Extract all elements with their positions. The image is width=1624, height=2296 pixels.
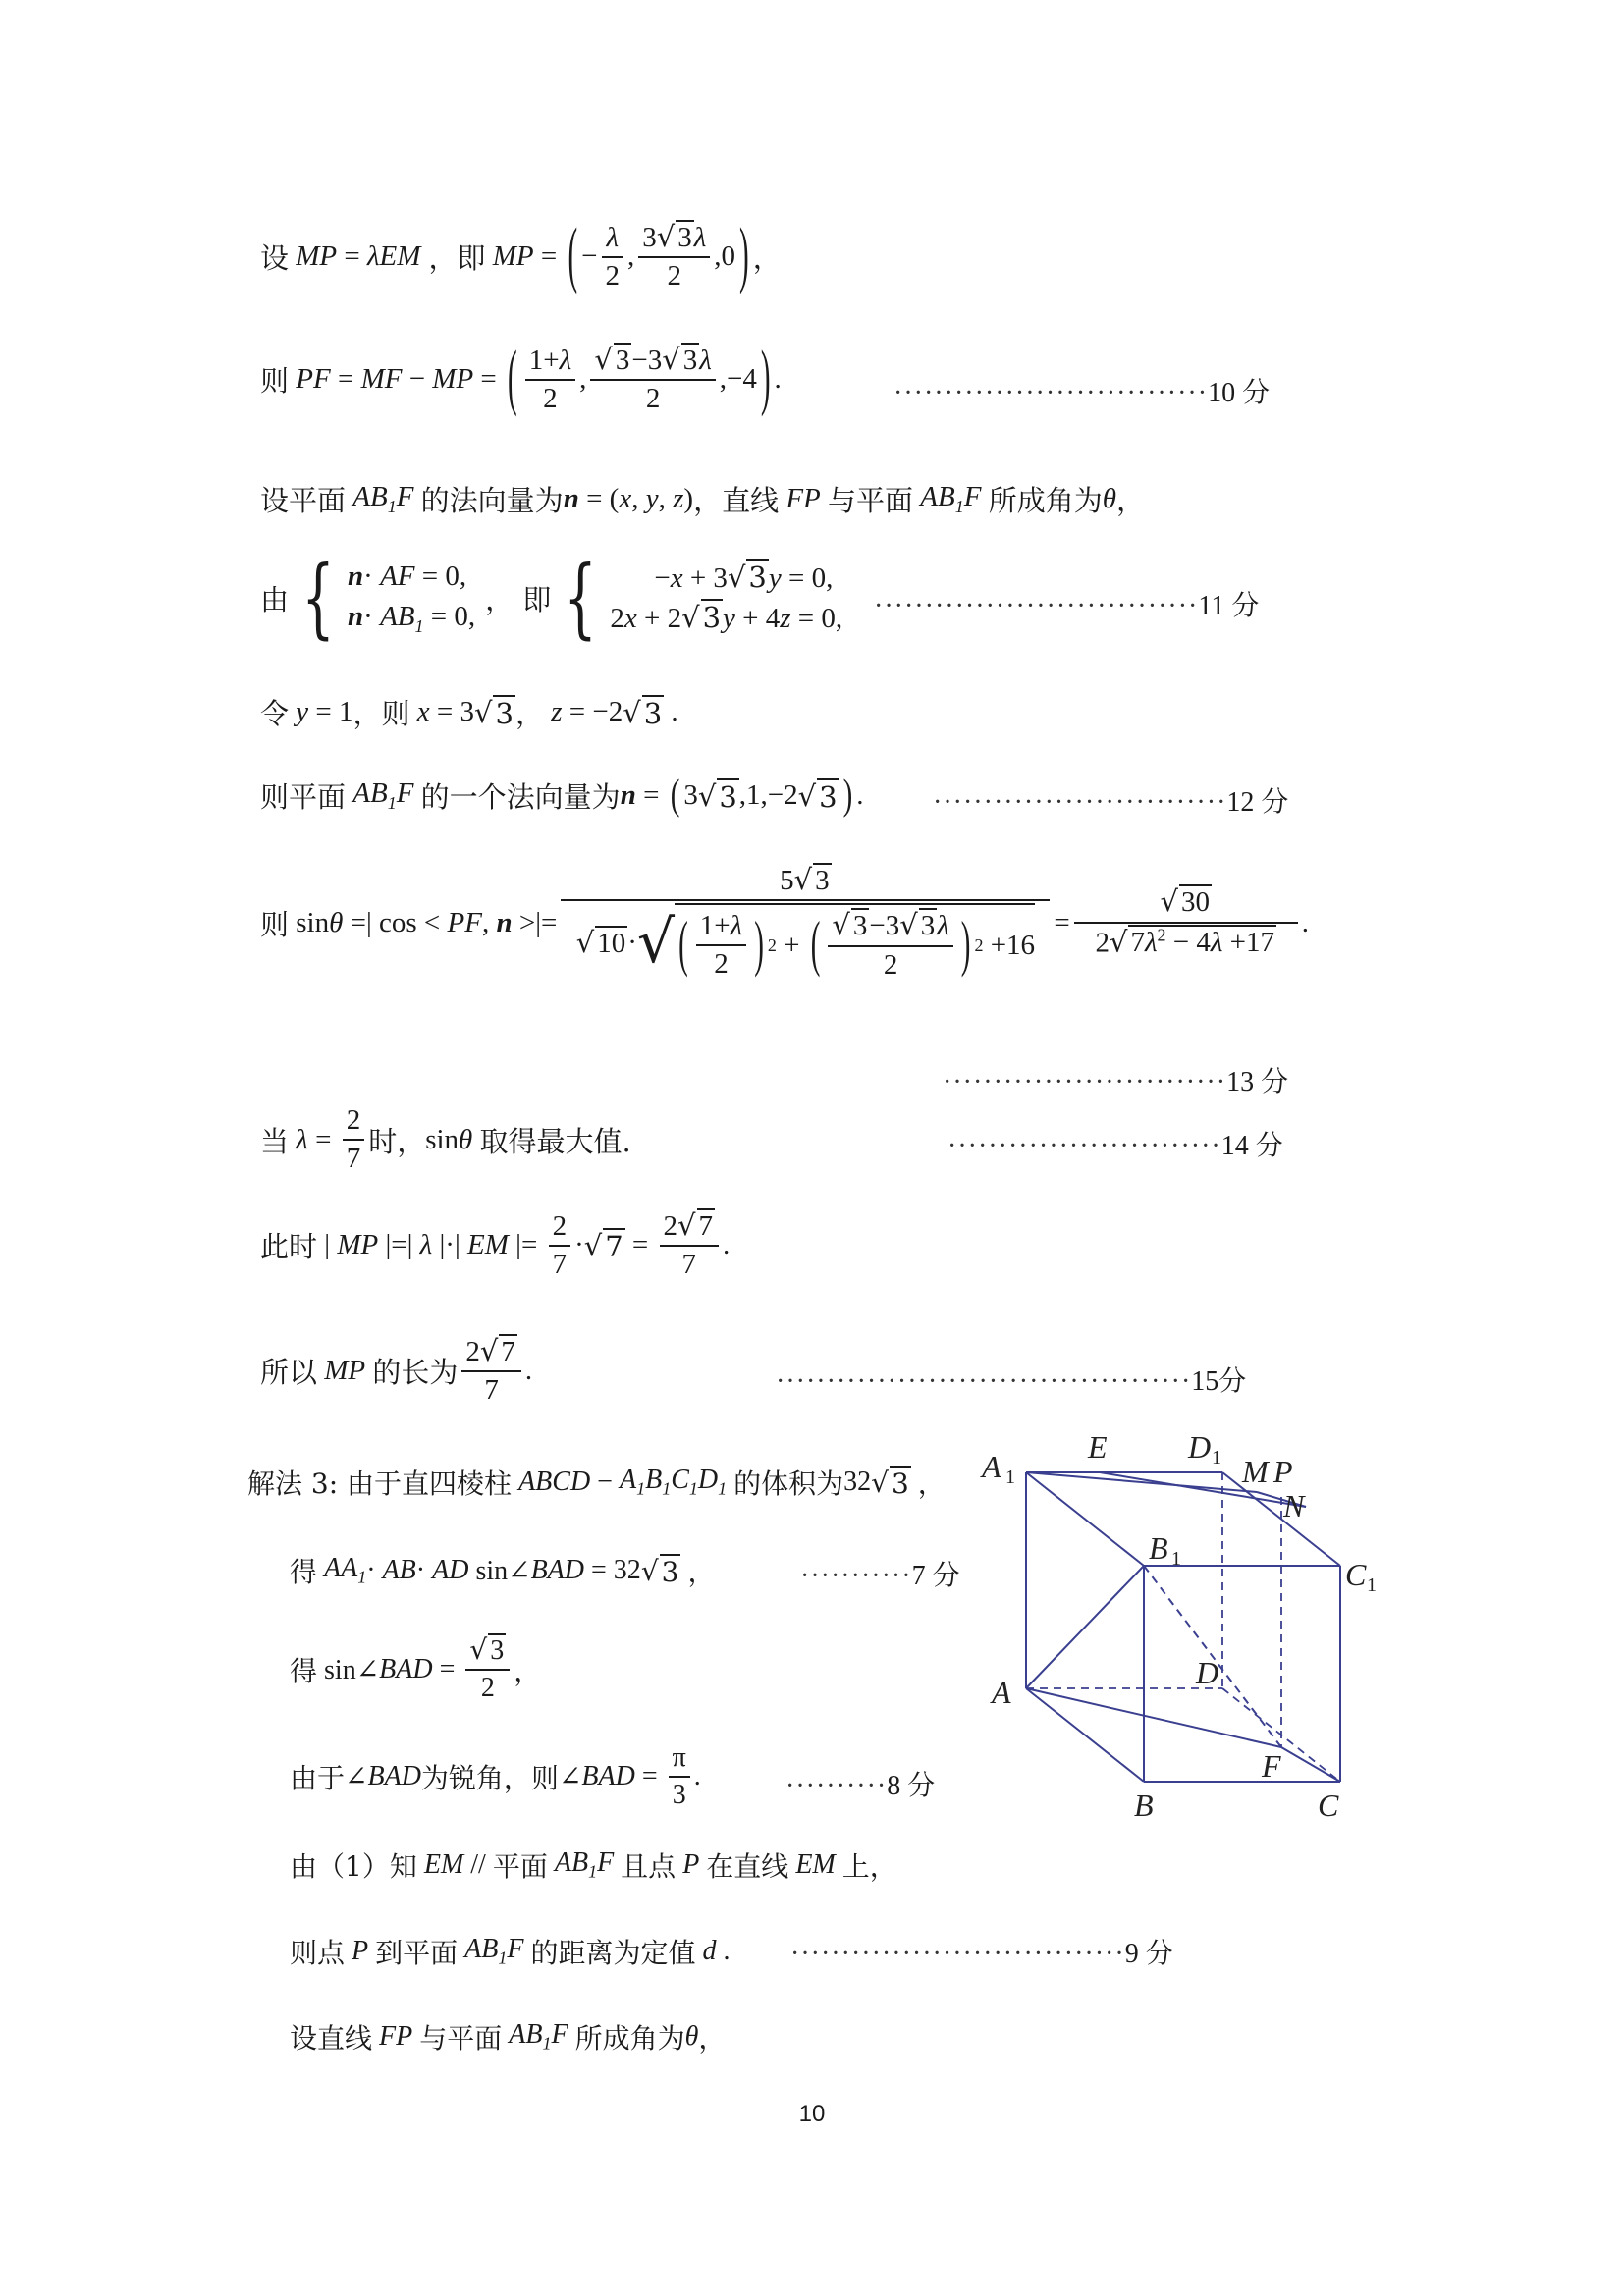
page-number: 10 [798,2101,826,2127]
line-17: 设直线 FP 与平面 $AB_1F$ 所成角为 θ ， [290,2019,727,2055]
line-13: 得 sin∠ BAD = $\frac{√ 3}{2}$ ， [290,1633,542,1704]
line-16: 则点 P 到平面 $AB_1F$ 的距离为定值 d . [290,1934,731,1969]
label-M: M [1242,1454,1269,1489]
score-15: ·········································15分 [776,1366,1247,1397]
score-12: ·····························12 分 [933,787,1289,818]
label-P: P [1273,1454,1293,1489]
score-14: ···························14 分 [947,1131,1283,1161]
line-15: 由（1）知 EM // 平面 $AB_1F$ 且点 P 在直线 EM 上， [290,1847,897,1883]
line-1: 设 MP = λEM ，即 MP = ( − $\frac{\lambda}{2}$ , $\frac{3√ 3\lambda}{2}$ ,0 ) ， [260,214,782,297]
score-10: ·······························10 分 [893,378,1271,408]
label-C: C [1318,1788,1339,1823]
label-D1: D [1188,1429,1212,1465]
score-7: ···········7 分 [800,1561,960,1591]
line-3: 设平面 $AB_1F$ 的法向量为 n = ( x , y , z ) ，直线 FP 与平面 $AB_1F$ 所成角为 θ ， [260,481,1145,517]
svg-text:1: 1 [1171,1548,1181,1570]
line-7: 则 sin θ =| cos < PF , n >|= 5√ 3 √ 10 · √ ( $\frac{1+\lambda}{2}$ ) 2 + ( $\frac{√ 3-3√ 3\lambda}{2}$ ) 2 +16 = $\frac{√ 30}{2√ 7\lambda^2 - 4\lambda +17}$ . [260,863,1309,981]
label-B1: B [1149,1530,1168,1566]
svg-text:1: 1 [1005,1467,1015,1488]
label-N: N [1283,1488,1305,1523]
line-10: 所以 MP 的长为 $\frac{2√ 7}{7}$ . [260,1334,533,1407]
prism-figure [982,1428,1375,1841]
line-8: 当 λ = $\frac{2}{7}$ 时， sin θ 取得最大值. [260,1104,631,1175]
label-B: B [1134,1788,1154,1823]
line-6: 则平面 $AB_1F$ 的一个法向量为 n = ( 3 √ 3 ,1,−2 √ 3 ) . [260,771,864,819]
line-12: 得 $AA_1$ · AB · AD sin∠ BAD = 32 √ 3 ， [290,1553,716,1588]
label-D: D [1196,1655,1219,1690]
line-9: 此时 | MP |=| λ |·| EM |= $\frac{2}{7}$ · √ 7 = $\frac{2√ 7}{7}$ . [260,1208,731,1281]
line-14: 由于 ∠ BAD 为锐角，则 ∠ BAD = $\frac{\pi}{3}$ . [290,1742,701,1811]
line-2: 则 PF = MF − MP = ( $\frac{1+\lambda}{2}$ , $\frac{√ 3-3√ 3\lambda}{2}$ ,−4 ) . [260,337,782,420]
line-4: 由 { n· AF = 0, $n\cdot AB_1 = 0$, ， 即 { −x + 3√ 3y = 0, 2x + 2√ 3y + 4z = 0, [260,547,843,648]
label-A1: A [982,1449,1001,1484]
score-11: ································11 分 [874,591,1260,621]
score-9: ·································9 分 [790,1939,1173,1969]
score-13: ····························13 分 [943,1067,1289,1097]
line-11: 解法 3: 由于直四棱柱 ABCD − $A_1B_1C_1D_1$ 的体积为 32 √ 3 ， [247,1465,946,1500]
svg-text:1: 1 [1367,1575,1377,1596]
score-8: ··········8 分 [785,1771,936,1801]
label-A: A [992,1675,1011,1710]
label-F: F [1262,1748,1281,1784]
label-C1: C [1345,1557,1367,1592]
line-5: 令 y = 1 ，则 x = 3 √ 3 ， z = −2 √ 3 . [260,695,678,730]
svg-text:1: 1 [1212,1447,1221,1468]
label-E: E [1088,1429,1108,1465]
